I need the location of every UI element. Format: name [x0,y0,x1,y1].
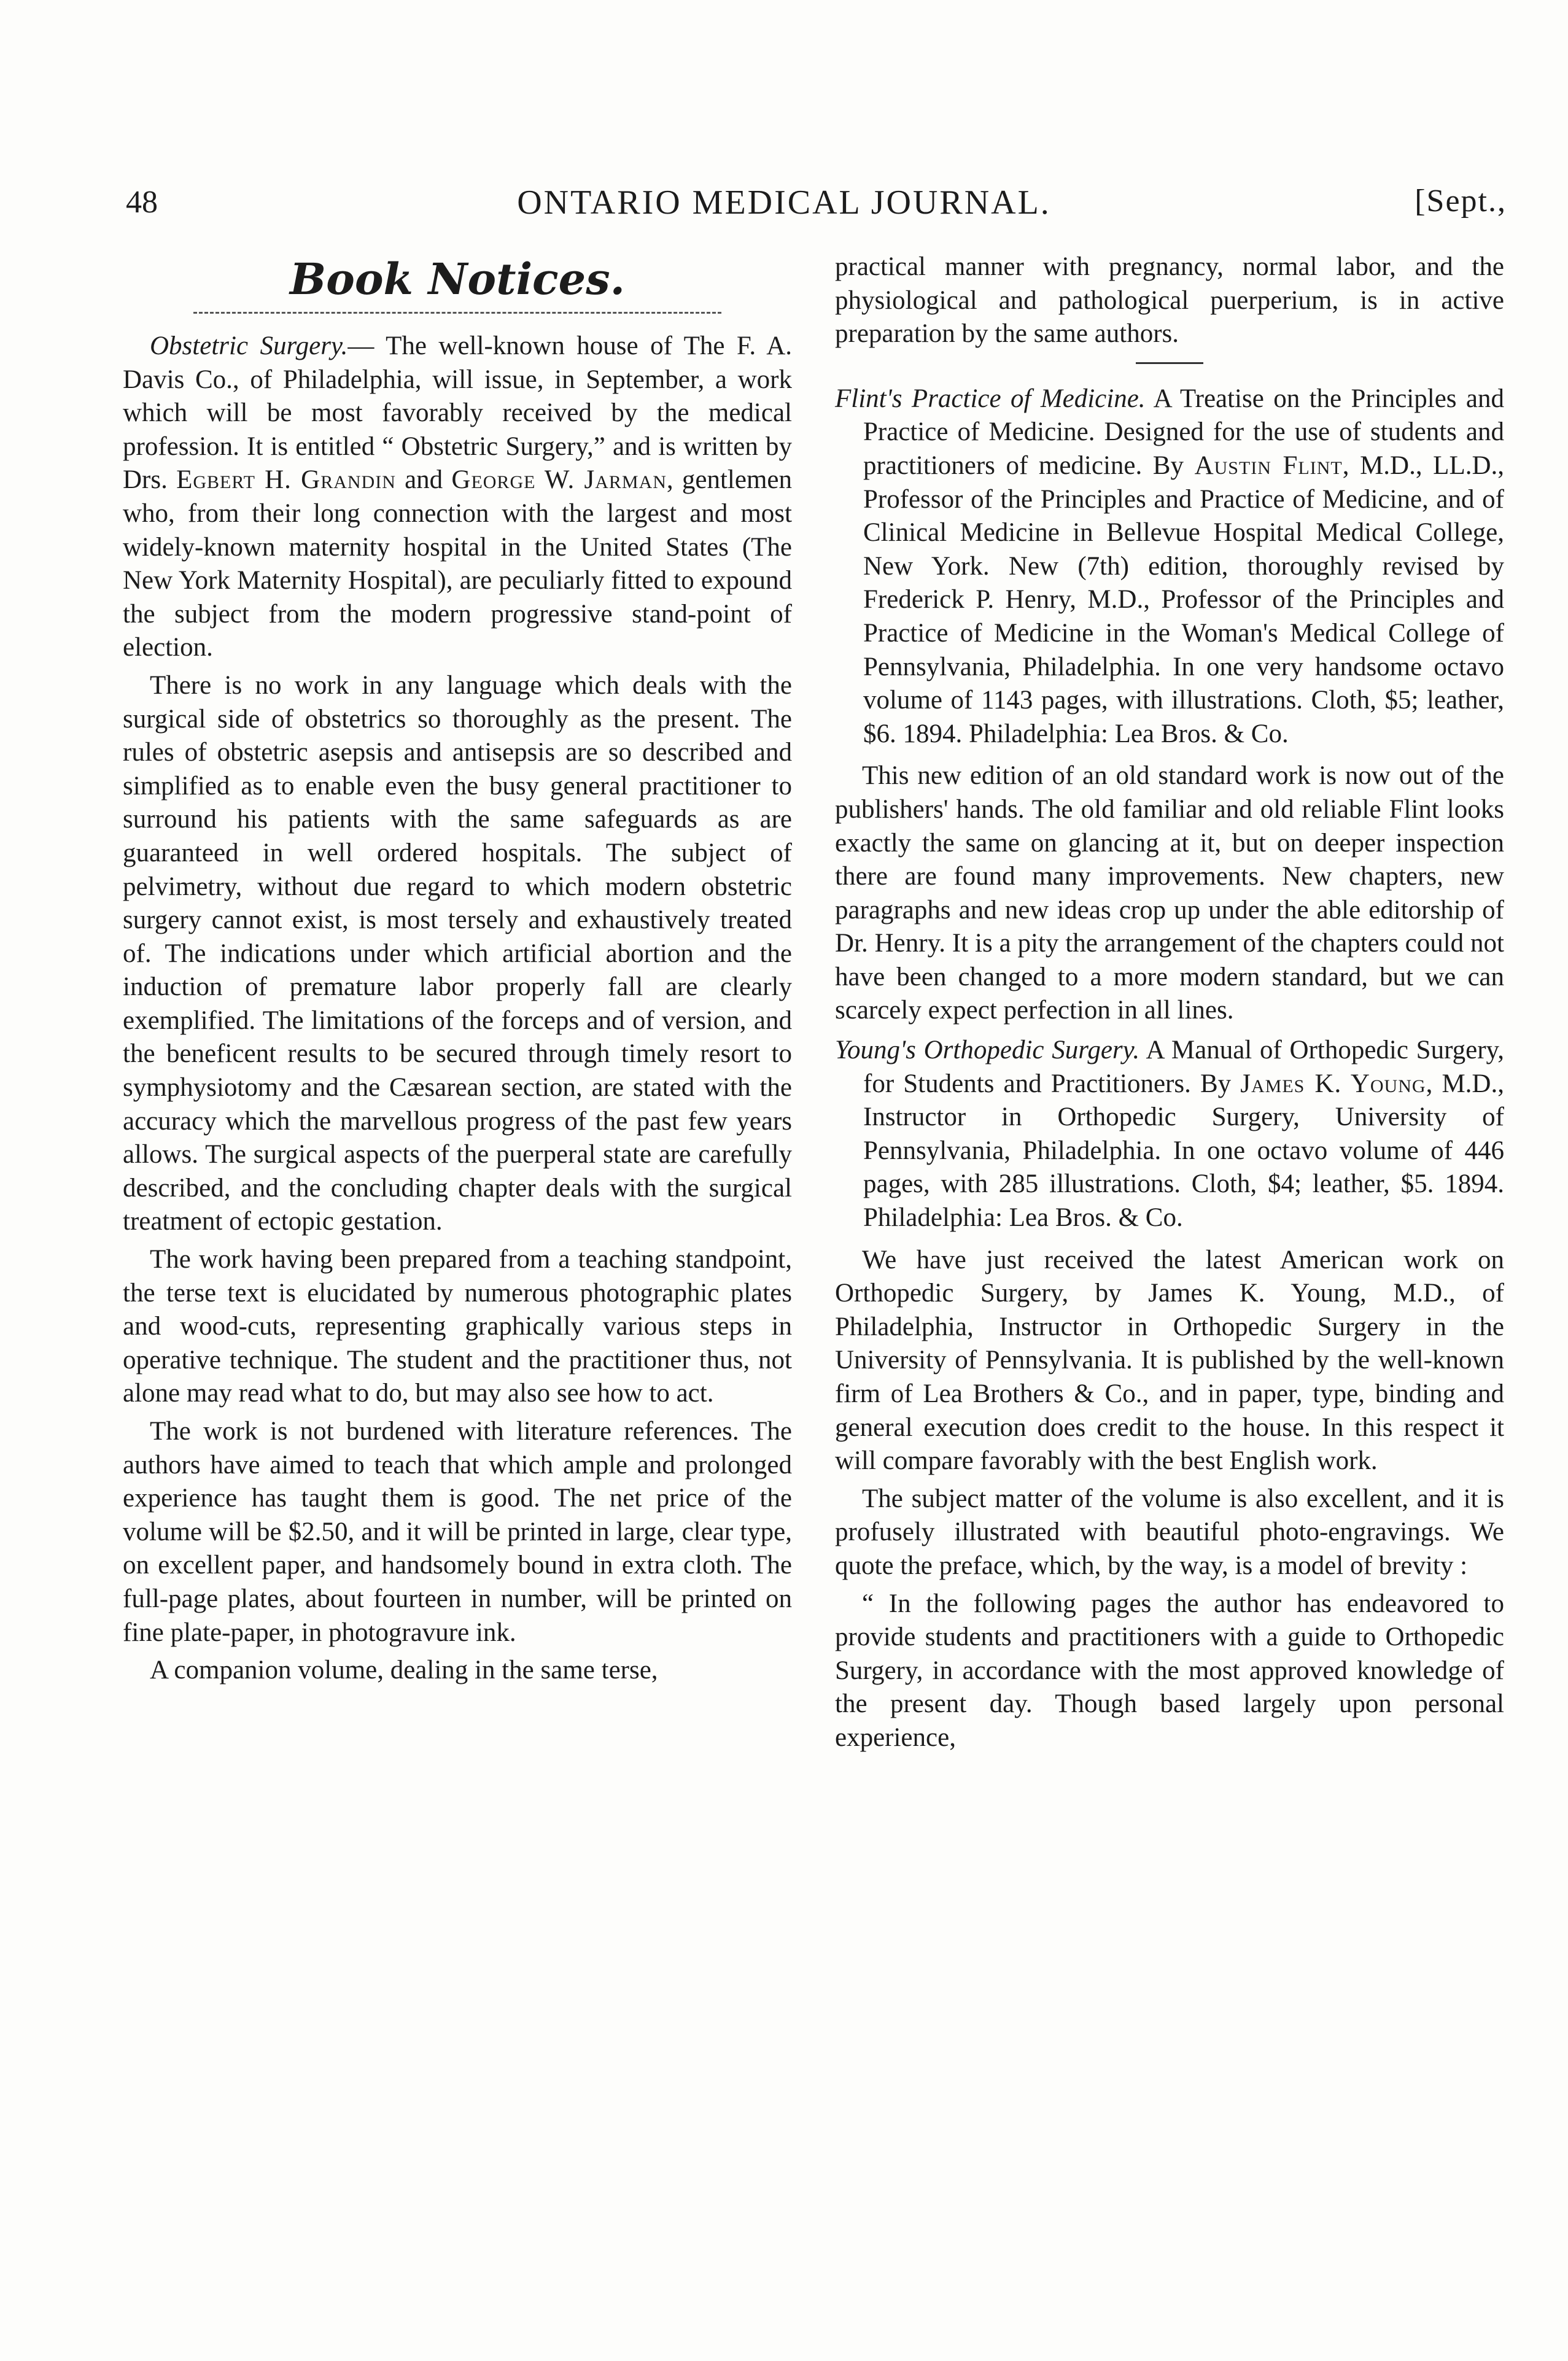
notice-text: — The well-known house of The F. A. Davis Co., of Philadelphia, will issue, in September, a work which will be most favorably received by the medical profession. It is entitled “ Obstetric Surgery,” and is written by Drs. [123,331,792,495]
notice-title: Obstetric Surgery. [150,331,348,360]
flint-book-entry [835,382,1504,751]
notice-text: and [395,465,452,495]
author-name: Egbert H. Grandin [176,465,396,495]
book-title: Young's Orthopedic Surgery. [835,1036,1140,1065]
body-paragraph: There is no work in any language which deals with the surgical side of obstetrics so thoroughly as the present. The rules of obstetric asepsis and antisepsis are so described and simplified as to enable even the busy general practitioner to surround his patients with the same safeguards as are guaranteed in well ordered hospitals. The subject of pelvimetry, without due regard to which modern obstetric surgery cannot exist, is most tersely and exhaustively treated of. The indications under which artificial abortion and the induction of premature labor properly fall are clearly exemplified. The limitations of the forceps and of version, and the beneficent results to be secured through timely resort to symphysiotomy and the Cæsarean section, are stated with the accuracy which the marvellous progress of the past few years allows. The surgical aspects of the puerperal state are carefully described, and the concluding chapter deals with the surgical treatment of ectopic gestation. [123,670,792,1236]
issue-date: [Sept., [1415,184,1507,219]
obstetric-surgery-paragraph [123,330,792,665]
quote-paragraph: “ In the following pages the author has endeavored to provide students and practitioners with a guide to Orthopedic Surgery, in accordance with the most approved knowledge of the present day. Though based largely upon personal experience, [835,1589,1504,1752]
section-divider [1136,362,1203,364]
journal-title: ONTARIO MEDICAL JOURNAL. [517,184,1051,222]
section-heading: Book Notices. [290,254,625,304]
dashed-divider [193,312,721,314]
entry-text: , M.D., Instructor in Orthopedic Surgery, University of Pennsylvania, Philadelphia. In one octavo volume of 446 pages, with 285 illustrations. Cloth, $4; leather, $5. 1894. Philadelphia: Lea Bros. & Co. [863,1069,1504,1233]
young-book-entry [835,1034,1504,1235]
review-paragraph: This new edition of an old standard work is now out of the publishers' hands. The old familiar and old reliable Flint looks exactly the same on glancing at it, but on deeper inspection there are found many improvements. New chapters, new paragraphs and new ideas crop up under the able editorship of Dr. Henry. It is a pity the arrangement of the chapters could not have been changed to a more modern standard, but we can scarcely expect perfection in all lines. [835,761,1504,1025]
review-paragraph: The subject matter of the volume is also excellent, and it is profusely illustrated with beautiful photo-engravings. We quote the preface, which, by the way, is a model of brevity : [835,1484,1504,1580]
review-paragraph: We have just received the latest American work on Orthopedic Surgery, by James K. Young, M.D., of Philadelphia, Instructor in Orthopedic Surgery in the University of Pennsylvania. It is published by the well-known firm of Lea Brothers & Co., and in paper, type, binding and general execution does credit to the house. In this respect it will compare favorably with the best English work. [835,1245,1504,1476]
left-column [123,252,792,1692]
author-name: George W. Jarman [451,465,667,495]
page-number: 48 [126,185,158,220]
author-name: James K. Young [1240,1069,1426,1098]
body-paragraph: The work is not burdened with literature references. The authors have aimed to teach that which ample and prolonged experience has taught them is good. The net price of the volume will be $2.50, and it will be printed in large, clear type, on excellent paper, and handsomely bound in extra cloth. The full-page plates, about fourteen in number, will be printed on fine plate-paper, in photogravure ink. [123,1417,792,1647]
right-column [835,250,1504,1759]
body-paragraph: A companion volume, dealing in the same terse, [150,1656,658,1685]
body-paragraph: The work having been prepared from a teaching standpoint, the terse text is elucidated by numerous photographic plates and wood-cuts, representing graphically various steps in operative technique. The student and the practitioner thus, not alone may read what to do, but may also see how to act. [123,1245,792,1408]
entry-text: A Treatise on the Principles and Practice of Medicine. Designed for the use of students and practitioners of medicine. By [863,384,1504,480]
author-name: Austin Flint [1194,451,1343,480]
book-title: Flint's Practice of Medicine. [835,384,1146,413]
entry-text: , M.D., LL.D., Professor of the Principles and Practice of Medicine, and of Clinical Medicine in Bellevue Hospital Medical College, New York. New (7th) edition, thoroughly revised by Frederick P. Henry, M.D., Professor of the Principles and Practice of Medicine in the Woman's Medical College of Pennsylvania, Philadelphia. In one very handsome octavo volume of 1143 pages, with illustrations. Cloth, $5; leather, $6. 1894. Philadelphia: Lea Bros. & Co. [863,451,1505,748]
entry-text: A Manual of Orthopedic Surgery, for Students and Practitioners. By [863,1036,1504,1098]
continuation-paragraph: practical manner with pregnancy, normal labor, and the physiological and pathological puerperium, is in active preparation by the same authors. [835,252,1504,349]
notice-text: , gentlemen who, from their long connection with the largest and most widely-known maternity hospital in the United States (The New York Maternity Hospital), are peculiarly fitted to expound the subject from the modern progressive stand-point of election. [123,465,792,662]
